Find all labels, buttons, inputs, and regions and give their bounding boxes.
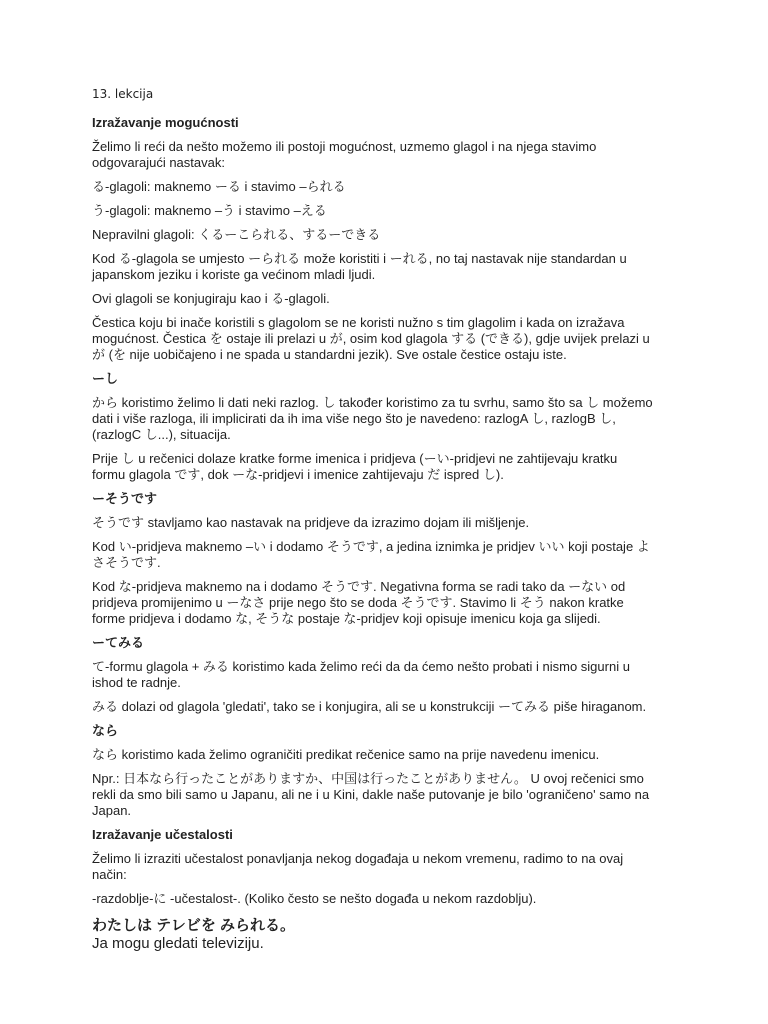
paragraph-nara: なら koristimo kada želimo ograničiti predikat rečenice samo na prije navedenu imenicu.	[92, 747, 600, 762]
paragraph-te-form-miru: て-formu glagola + みる koristimo kada želimo reći da da ćemo nešto probati i nismo sigurni u ishod te radnje.	[92, 659, 630, 690]
heading-izrazavanje-ucestalosti: Izražavanje učestalosti	[92, 827, 233, 842]
document-body	[92, 115, 692, 907]
paragraph-miru-origin: みる dolazi od glagola 'gledati', tako se i konjugira, ali se u konstrukciji ーてみる piše hiraganom.	[92, 699, 647, 714]
paragraph-reru: Kod る-glagola se umjesto ーられる može koristiti i ーれる, no taj nastavak nije standardan u japanskom jeziku i koriste ga većinom mladi ljudi.	[92, 251, 627, 282]
paragraph-ru-verbs: る-glagoli: maknemo ーる i stavimo –られる	[92, 179, 346, 194]
paragraph-nara-example: Npr.: 日本なら行ったことがありますか、中国は行ったことがありません。 U ovoj rečenici smo rekli da smo bili samo u Japanu, ali ne i u Kini, dakle naše putovanje je bilo 'ograničeno' samo na Japan.	[92, 771, 650, 818]
paragraph-kara-shi: から koristimo želimo li dati neki razlog. し također koristimo za tu svrhu, samo što sa し možemo dati i više razloga, ili implicirati da ih ima više nego što je navedeno: razlogA し, razlogB し, (razlogC し...), situacija.	[92, 395, 653, 442]
document-page	[92, 86, 692, 953]
heading-temiru: ーてみる	[92, 635, 145, 650]
paragraph-particles: Čestica koju bi inače koristili s glagolom se ne koristi nužno s tim glagolim i kada on izražava mogućnost. Čestica を ostaje ili prelazi u が, osim kod glagola する (できる), gdje uvijek prelazi u が (を nije uobičajeno i ne spada u standardni jezik). Sve ostale čestice ostaju iste.	[92, 315, 650, 362]
paragraph-intro: Želimo li reći da nešto možemo ili postoji mogućnost, uzmemo glagol i na njega stavimo odgovarajući nastavak:	[92, 139, 597, 170]
example-japanese: わたしは テレビを みられる。	[92, 917, 296, 934]
paragraph-i-adjectives: Kod い-pridjeva maknemo –い i dodamo そうです, a jedina iznimka je pridjev いい koji postaje よ さそうです.	[92, 539, 650, 570]
example-translation: Ja mogu gledati televiziju.	[92, 935, 264, 952]
heading-izrazavanje-mogucnosti: Izražavanje mogućnosti	[92, 115, 239, 130]
paragraph-sou-desu: そうです stavljamo kao nastavak na pridjeve da izrazimo dojam ili mišljenje.	[92, 515, 530, 530]
heading-sou-desu: ーそうです	[92, 491, 158, 506]
heading-nara: なら	[92, 723, 119, 738]
lesson-label: 13. lekcija	[92, 87, 154, 101]
heading-shi: ーし	[92, 371, 119, 386]
paragraph-na-adjectives: Kod な-pridjeva maknemo na i dodamo そうです. Negativna forma se radi tako da ーない od pridjeva promijenimo u ーなさ prije nego što se doda そうです. Stavimo li そう nakon kratke forme pridjeva i dodamo な, そうな postaje な-pridjev koji opisuje imenicu koja ga slijedi.	[92, 579, 626, 626]
paragraph-u-verbs: う-glagoli: maknemo –う i stavimo –える	[92, 203, 327, 218]
paragraph-frequency: Želimo li izraziti učestalost ponavljanja nekog događaja u nekom vremenu, radimo to na ovaj način:	[92, 851, 624, 882]
paragraph-conjugation: Ovi glagoli se konjugiraju kao i る-glagoli.	[92, 291, 330, 306]
paragraph-shi-forms: Prije し u rečenici dolaze kratke forme imenica i pridjeva (ーい-pridjevi ne zahtijevaju kratku formu glagola です, dok ーな-pridjevi i imenice zahtijevaju だ ispred し).	[92, 451, 618, 482]
paragraph-irregular-verbs: Nepravilni glagoli: くるーこられる、するーできる	[92, 227, 381, 242]
paragraph-frequency-pattern: -razdoblje-に -učestalost-. (Koliko često se nešto događa u nekom razdoblju).	[92, 891, 537, 906]
